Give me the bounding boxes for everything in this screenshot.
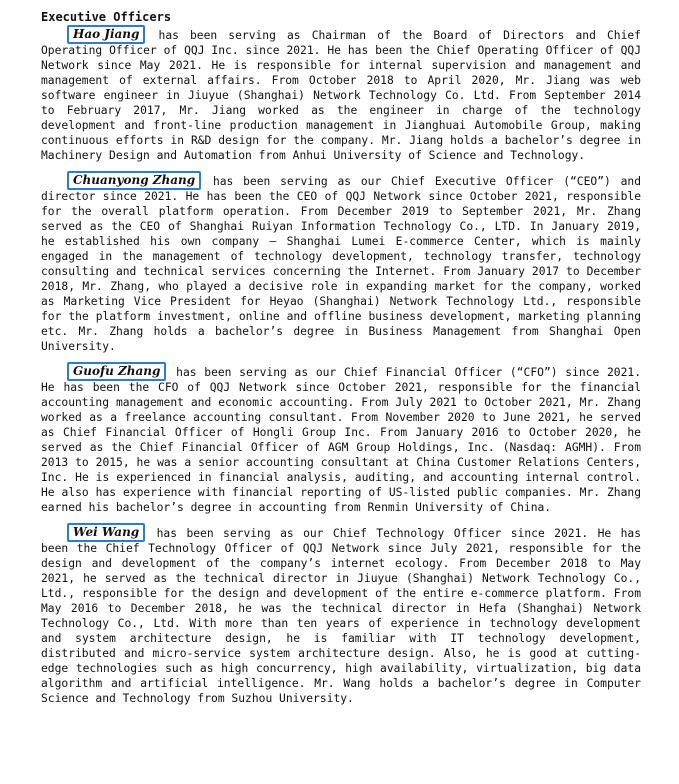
officer-bio-text: has been serving as our Chief Technology Officer since 2021. He has been the Chief Technology Officer of QQJ Network since July 2021, responsible for the design and development of the company’s internet ecology. From December 2018 to May 2021, he served as the technical director in Jiuyue (Shanghai) Network Technology Co., Ltd., responsible for the design and development of the entire e-commerce platform. From May 2016 to December 2018, he was the technical director in Hefa (Shanghai) Network Technology Co., Ltd. With more than ten years of experience in technology development and system architecture design, he is familiar with IT technology development, distributed and micro-service system architecture design. Also, he is good at cutting-edge technologies such as high concurrency, high availability, virtualization, big data algorithm and artificial intelligence. Mr. Wang holds a bachelor’s degree in Computer Science and Technology from Suzhou University.: [41, 527, 642, 705]
document-page: [41, 10, 641, 717]
officer-bio-wei-wang: [41, 526, 641, 706]
officer-bio-guofu-zhang: [41, 365, 641, 515]
officer-name-highlight: Wei Wang: [67, 523, 145, 542]
officer-bio-chuanyong-zhang: [41, 174, 641, 354]
officer-bio-hao-jiang: [41, 28, 641, 163]
officer-name-highlight: Guofu Zhang: [67, 362, 166, 381]
officer-bio-text: has been serving as our Chief Executive Officer (“CEO”) and director since 2021. He has been the CEO of QQJ Network since October 2021, responsible for the overall platform operation. From December 2019 to September 2021, Mr. Zhang served as the CEO of Shanghai Ruiyan Information Technology Co., LTD. In January 2019, he established his own company — Shanghai Lumei E-commerce Center, which is mainly engaged in the management of technology development, technology transfer, technology consulting and technical services concerning the Internet. From January 2017 to December 2018, Mr. Zhang, who played a decisive role in expanding market for the company, worked as Marketing Vice President for Heyao (Shanghai) Network Technology Ltd., responsible for the platform investment, online and offline business development, marketing planning etc. Mr. Zhang holds a bachelor’s degree in Business Management from Shanghai Open University.: [41, 175, 641, 353]
officer-name-highlight: Hao Jiang: [67, 25, 145, 44]
officer-bio-text: has been serving as Chairman of the Board of Directors and Chief Operating Officer of QQJ Inc. since 2021. He has been the Chief Operating Officer of QQJ Network since May 2021. He is responsible for internal supervision and management and management of external affairs. From October 2018 to April 2020, Mr. Jiang was web software engineer in Jiuyue (Shanghai) Network Technology Co. Ltd. From September 2014 to February 2017, Mr. Jiang worked as the engineer in charge of the technology development and front-line production management in Jianghuai Automobile Group, making continuous efforts in R&D design for the company. Mr. Jiang holds a bachelor’s degree in Machinery Design and Automation from Anhui University of Science and Technology.: [41, 29, 641, 162]
officer-name-highlight: Chuanyong Zhang: [67, 171, 201, 190]
section-title: Executive Officers: [41, 10, 172, 24]
officer-bio-text: has been serving as our Chief Financial Officer (“CFO”) since 2021. He has been the CFO of QQJ Network since October 2021, responsible for the financial accounting management and economic accounting. From July 2021 to October 2021, Mr. Zhang worked as a freelance accounting consultant. From November 2020 to June 2021, he served as Chief Financial Officer of Hongli Group Inc. From January 2016 to October 2020, he served as the Chief Financial Officer of AGM Group Holdings, Inc. (Nasdaq: AGMH). From 2013 to 2015, he was a senior accounting consultant at China Customer Relations Centers, Inc. He is experienced in financial analysis, auditing, and accounting internal control. He also has experience with financial reporting of US-listed public companies. Mr. Zhang earned his bachelor’s degree in accounting from Renmin University of China.: [41, 366, 641, 514]
